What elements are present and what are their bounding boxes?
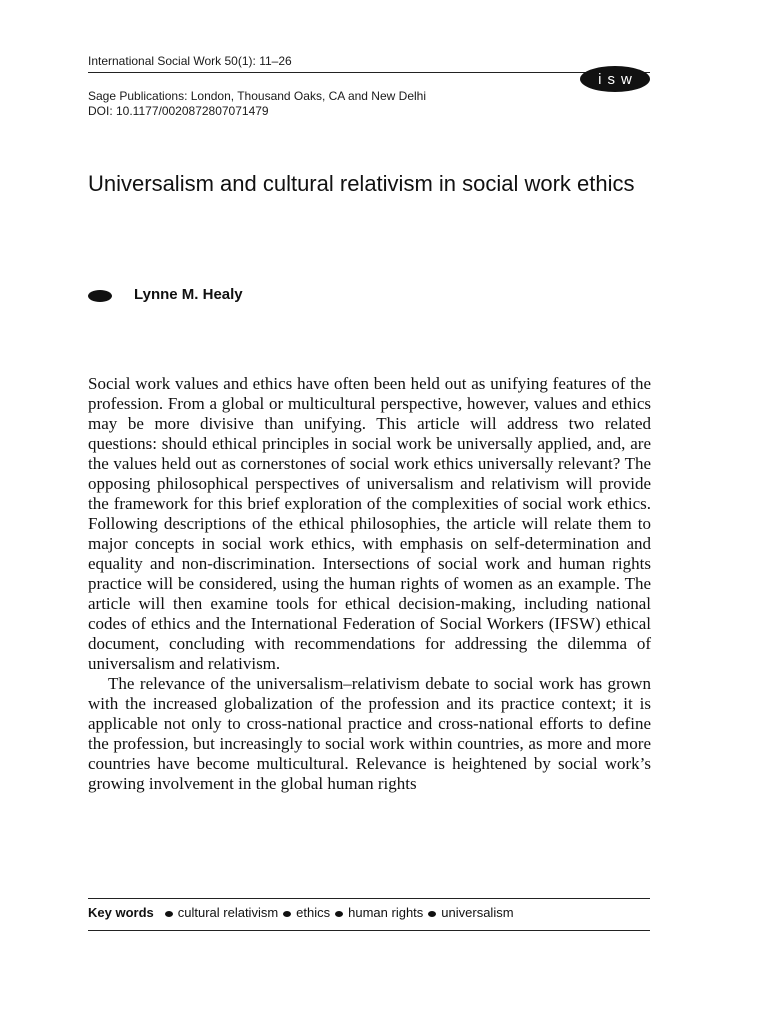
keywords-bottom-rule [88, 930, 650, 931]
keyword: universalism [441, 905, 514, 920]
abstract-paragraph: Social work values and ethics have often been held out as unifying features of the profession. From a global or multicultural perspective, however, values and ethics may be more divisive than unifying. This article will address two related questions: should ethical principles in social work be universally applied, and, are the values held out as cornerstones of social work ethics universally relevant? The opposing philosophical perspectives of universalism and relativism will provide the framework for this brief exploration of the complexities of social work ethics. Following descriptions of the ethical philosophies, the article will relate them to major concepts in social work ethics, with emphasis on self-determination and equality and non-discrimination. Intersections of social work and human rights practice will be considered, using the human rights of women as an example. The article will then examine tools for ethical decision-making, including national codes of ethics and the International Federation of Social Workers (IFSW) ethical document, concluding with recommendations for addressing the dilemma of universalism and relativism. [88, 374, 651, 673]
body-paragraph: The relevance of the universalism–relativism debate to social work has grown with the increased globalization of the profession and its practice context; it is applicable not only to cross-national practice and cross-national efforts to define the profession, but increasingly to social work within countries, as more and more countries have become multicultural. Relevance is heightened by social work’s growing involvement in the global human rights [88, 674, 651, 793]
bullet-icon [165, 911, 173, 917]
doi-line: DOI: 10.1177/0020872807071479 [88, 104, 269, 118]
author-bullet-icon [88, 290, 112, 302]
bullet-icon [283, 911, 291, 917]
keyword: ethics [296, 905, 331, 920]
author-name: Lynne M. Healy [134, 286, 243, 303]
journal-citation: International Social Work 50(1): 11–26 [88, 54, 292, 68]
bullet-icon [335, 911, 343, 917]
bullet-icon [428, 911, 436, 917]
keywords-label: Key words [88, 905, 154, 920]
article-title: Universalism and cultural relativism in social work ethics [88, 171, 635, 196]
keywords-row [88, 905, 514, 920]
abstract-body [88, 374, 651, 794]
publisher-line: Sage Publications: London, Thousand Oaks, CA and New Delhi [88, 89, 426, 103]
keyword: cultural relativism [177, 905, 279, 920]
keyword: human rights [348, 905, 424, 920]
header-rule [88, 72, 650, 73]
keywords-top-rule [88, 898, 650, 899]
journal-logo: isw [580, 66, 650, 92]
